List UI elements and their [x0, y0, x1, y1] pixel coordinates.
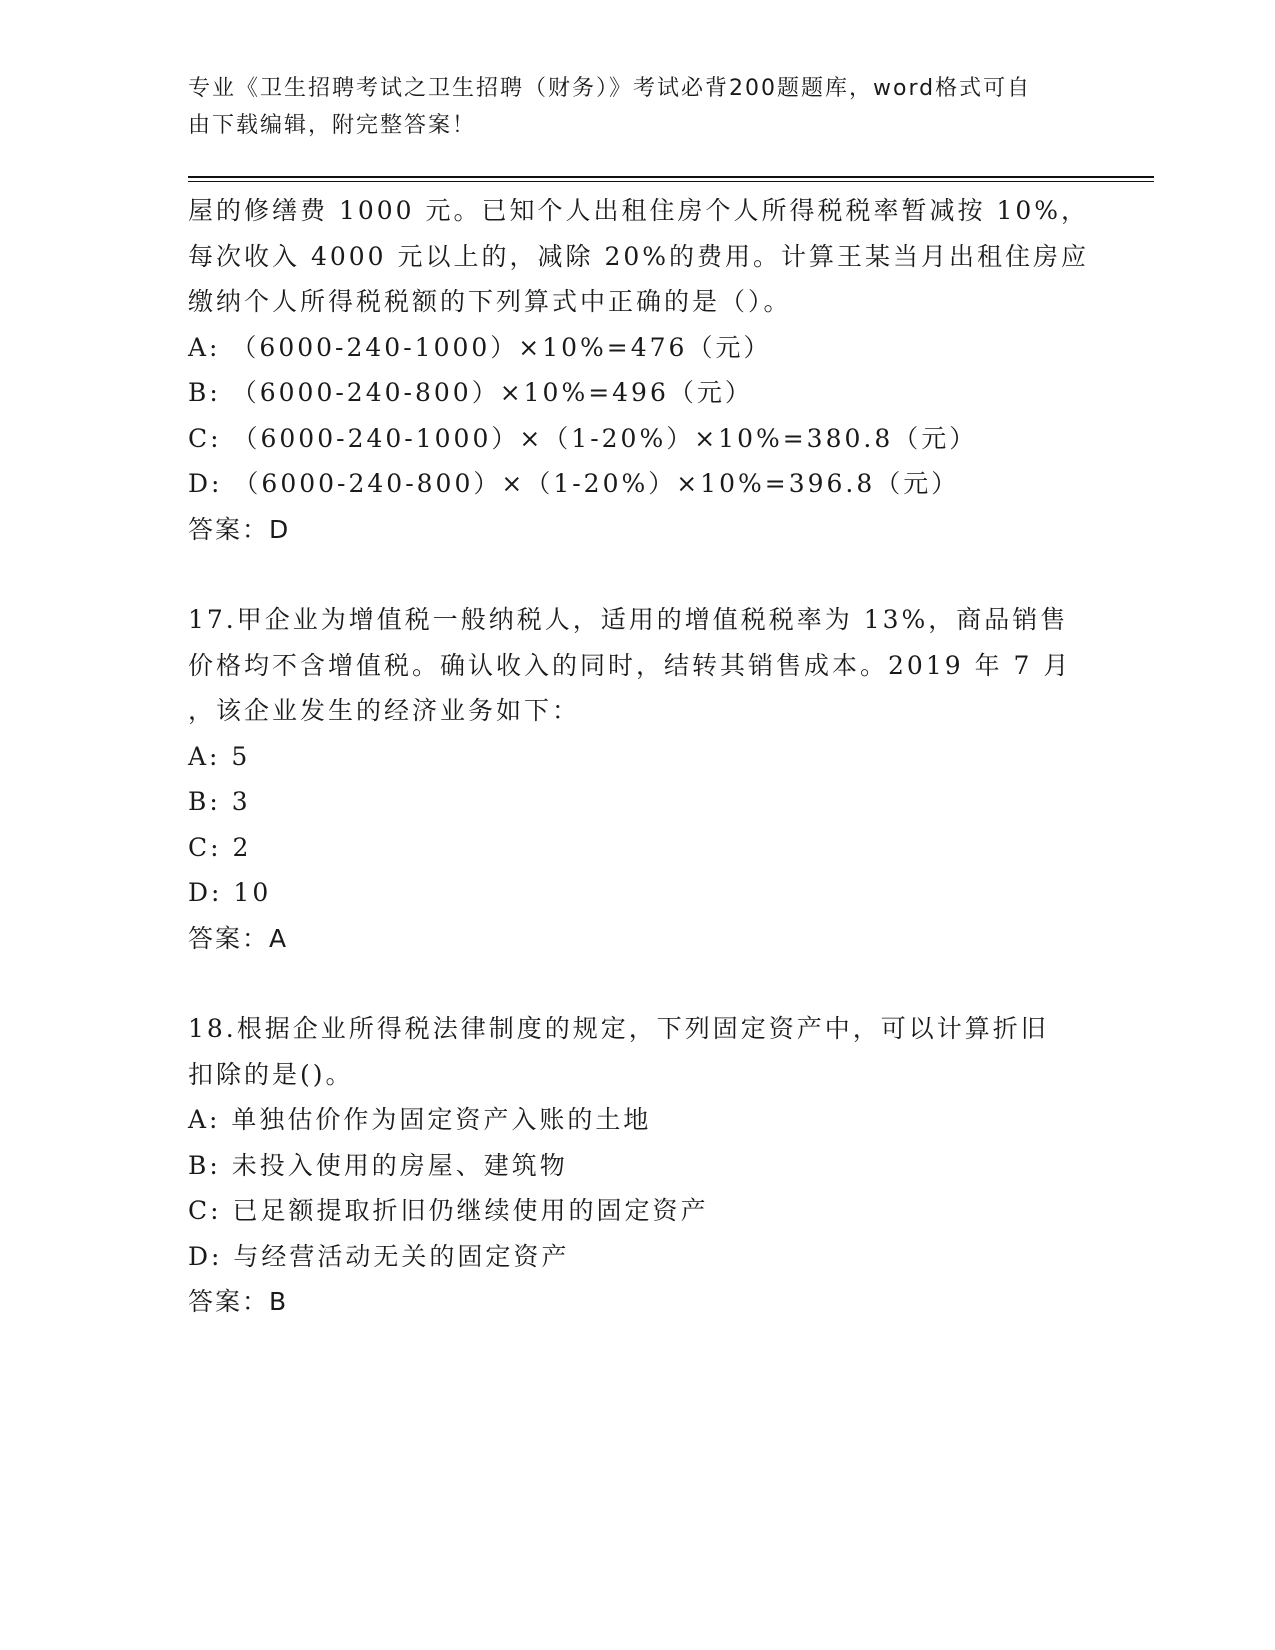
- question-text-line: 价格均不含增值税。确认收入的同时，结转其销售成本。2019 年 7 月: [188, 650, 1072, 680]
- question-text-line: 缴纳个人所得税税额的下列算式中正确的是（）。: [188, 287, 792, 316]
- option-a: A: 5: [188, 741, 251, 771]
- option-b: B: 3: [188, 787, 251, 816]
- header-rule-thick: [188, 176, 1154, 178]
- question-text-line: 扣除的是()。: [188, 1059, 354, 1089]
- spacer: [188, 961, 1088, 1006]
- option-a: A: 单独估价作为固定资产入账的土地: [188, 1105, 652, 1134]
- header-line-2: 由下载编辑，附完整答案！: [188, 113, 477, 138]
- question-17: [188, 597, 1088, 961]
- document-header: [188, 70, 1068, 144]
- option-c: C: 2: [188, 832, 252, 862]
- question-16: [188, 188, 1088, 552]
- option-d: D: 10: [188, 878, 272, 907]
- option-d: D: 与经营活动无关的固定资产: [188, 1241, 570, 1271]
- option-d: D: （6000-240-800）×（1-20%）×10%=396.8（元）: [188, 469, 960, 498]
- spacer: [188, 552, 1088, 597]
- option-b: B: 未投入使用的房屋、建筑物: [188, 1150, 568, 1180]
- question-text-line: 17.甲企业为增值税一般纳税人，适用的增值税税率为 13%，商品销售: [188, 605, 1069, 634]
- option-c: C: （6000-240-1000）×（1-20%）×10%=380.8（元）: [188, 423, 978, 453]
- question-text-line: 屋的修缮费 1000 元。已知个人出租住房个人所得税税率暂减按 10%，: [188, 196, 1090, 225]
- document-body: [188, 188, 1088, 1325]
- option-b: B: （6000-240-800）×10%=496（元）: [188, 378, 753, 407]
- answer-line: 答案：B: [188, 1287, 289, 1316]
- option-c: C: 已足额提取折旧仍继续使用的固定资产: [188, 1196, 709, 1225]
- question-text-line: ，该企业发生的经济业务如下：: [188, 696, 581, 725]
- question-text-line: 每次收入 4000 元以上的，减除 20%的费用。计算王某当月出租住房应: [188, 241, 1090, 271]
- header-rule-thin: [188, 181, 1154, 182]
- answer-line: 答案：A: [188, 923, 289, 953]
- header-line-1: 专业《卫生招聘考试之卫生招聘（财务）》考试必背200题题库，word格式可自: [188, 76, 1032, 101]
- option-a: A: （6000-240-1000）×10%=476（元）: [188, 332, 772, 362]
- question-text-line: 18.根据企业所得税法律制度的规定，下列固定资产中，可以计算折旧: [188, 1014, 1049, 1043]
- question-18: [188, 1006, 1088, 1325]
- answer-line: 答案：D: [188, 514, 291, 544]
